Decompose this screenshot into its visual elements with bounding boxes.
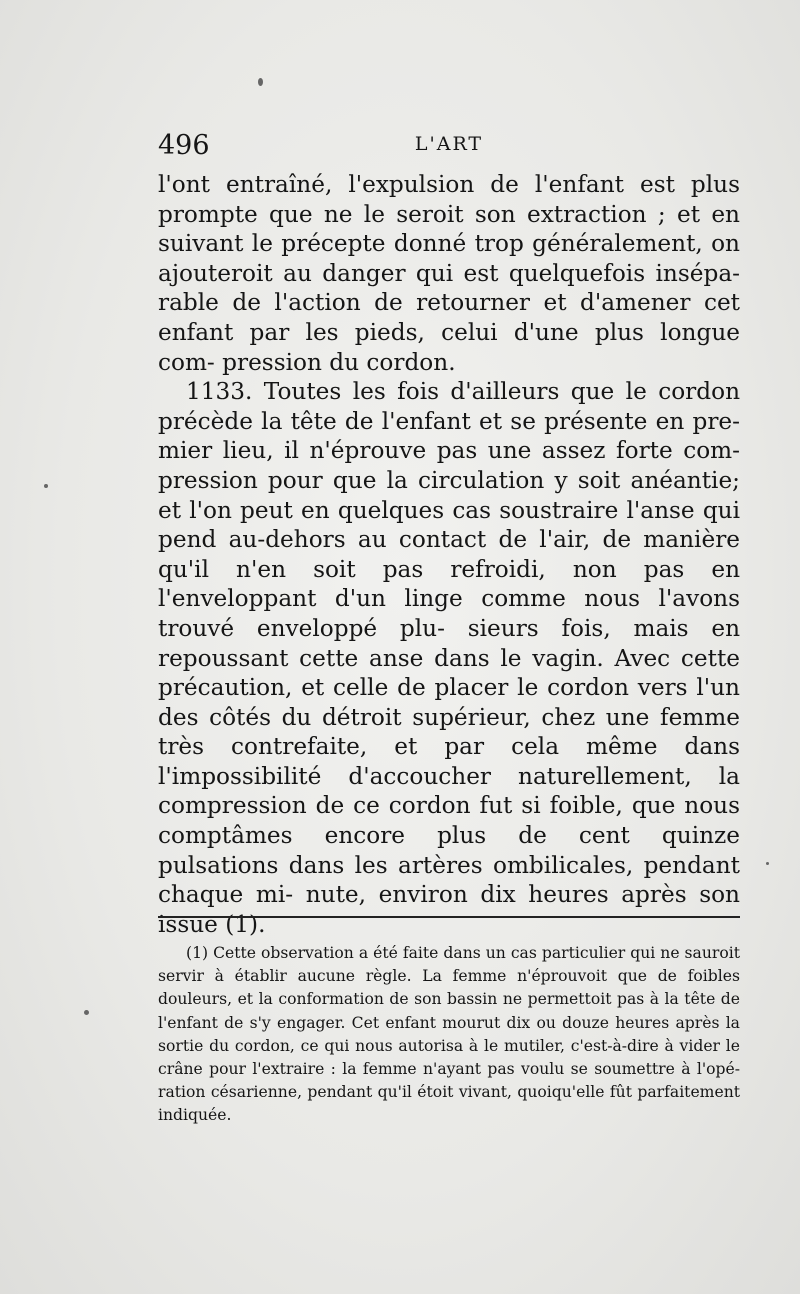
text-line: nute, environ dix heures après son issue (1). bbox=[158, 881, 740, 938]
footnote-paragraph bbox=[158, 942, 740, 1128]
text-line: vagin. Avec cette précaution, et celle de placer le bbox=[158, 644, 740, 702]
footnote-line: que de foibles douleurs, et la conformation de son bassin ne bbox=[158, 967, 740, 1009]
text-line: sieurs fois, mais en repoussant cette anse dans le bbox=[158, 614, 741, 672]
footnote-line: l'extraire : la femme n'ayant pas voulu se soumettre à l'opé- bbox=[252, 1060, 740, 1079]
footnote-line: mourut dix ou douze heures après la sortie du cordon, ce qui bbox=[158, 1013, 740, 1055]
text-line: au-dehors au contact de l'air, de manière qu'il n'en bbox=[158, 526, 741, 583]
text-line: mier lieu, il n'éprouve pas une assez forte com- bbox=[158, 437, 740, 465]
text-line: suivant le précepte donné trop généralement, on bbox=[158, 230, 740, 258]
paragraph-1133 bbox=[158, 377, 740, 939]
text-line: chez une femme très contrefaite, et par cela même bbox=[158, 703, 741, 761]
text-line: rable de l'action de retourner et d'amener cet bbox=[158, 289, 740, 317]
text-line: l'ont entraîné, l'expulsion de l'enfant est plus bbox=[158, 171, 740, 198]
footnote-line: parfaitement indiquée. bbox=[158, 1083, 740, 1125]
text-line: soit pas refroidi, non pas en l'enveloppant d'un bbox=[158, 555, 740, 613]
page-header bbox=[158, 128, 740, 168]
running-head: L'ART bbox=[414, 133, 484, 155]
footnote-line: permettoit pas à la tête de l'enfant de s'y engager. Cet enfant bbox=[158, 990, 740, 1032]
text-line: cordon vers l'un des côtés du détroit supérieur, bbox=[158, 674, 740, 731]
text-line: prompte que ne le seroit son extraction ; et en bbox=[158, 200, 740, 228]
footnote bbox=[158, 942, 740, 1128]
paragraph-continuation bbox=[158, 170, 740, 377]
text-line: comptâmes encore plus de cent quinze pulsations bbox=[158, 822, 740, 879]
text-line: dans l'impossibilité d'accoucher naturellement, la bbox=[158, 733, 740, 790]
body-text bbox=[158, 170, 740, 939]
text-line: compression de ce cordon fut si foible, que nous bbox=[158, 792, 740, 820]
footnote-line: ne sauroit servir à établir aucune règle. La femme n'éprouvoit bbox=[158, 944, 740, 986]
text-line: pression du cordon. bbox=[222, 348, 456, 376]
text-line: ajouteroit au danger qui est quelquefois insépa- bbox=[158, 259, 740, 287]
page-number: 496 bbox=[158, 130, 210, 161]
text-line: l'on peut en quelques cas soustraire l'anse qui pend bbox=[158, 496, 741, 554]
text-line: dans les artères ombilicales, pendant chaque mi- bbox=[158, 851, 740, 909]
text-line: enfant par les pieds, celui d'une plus longue com- bbox=[158, 318, 740, 376]
footnote-rule bbox=[158, 916, 740, 918]
text-line: 1133. Toutes les fois d'ailleurs que le cordon bbox=[186, 378, 740, 406]
text-line: linge comme nous l'avons trouvé enveloppé plu- bbox=[158, 585, 740, 642]
footnote-line: (1) Cette observation a été faite dans un cas particulier qui bbox=[186, 944, 656, 962]
text-line: précède la tête de l'enfant et se présente en pre- bbox=[158, 407, 740, 435]
footnote-line: ration césarienne, pendant qu'il étoit vivant, quoiqu'elle fût bbox=[158, 1083, 632, 1102]
footnote-line: nous autorisa à le mutiler, c'est-à-dire à vider le crâne pour bbox=[158, 1036, 740, 1079]
text-line: pression pour que la circulation y soit anéantie; et bbox=[158, 466, 740, 524]
